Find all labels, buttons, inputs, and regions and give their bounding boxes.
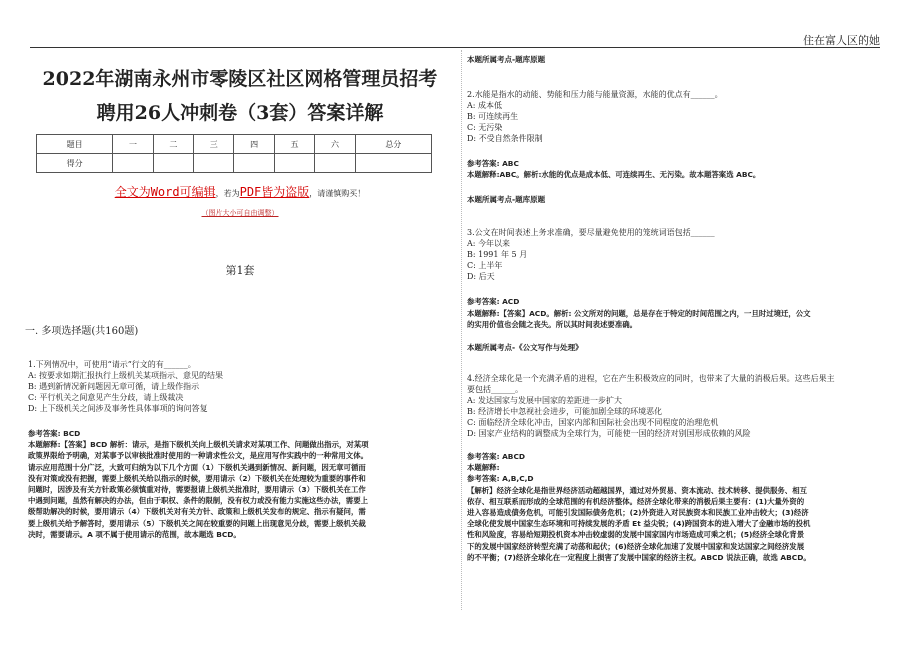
- score-cell: [153, 154, 193, 173]
- explanation-line: 的不平衡；(7)经济全球化在一定程度上损害了发展中国家的经济主权。ABCD 说法正确，故选 ABCD。: [467, 552, 811, 562]
- score-header-cell: 三: [194, 135, 234, 154]
- explanation-line: 级帮助解决的时候，要用请示（4）下级机关对有关方针、政策和上级机关发布的规定、指示有疑问，需: [28, 507, 366, 517]
- explanation-line: 本题解释:【答案】ACD。解析: 公文所对的问题，总是存在于特定的时间范围之内，一旦时过境迁，公文: [467, 308, 811, 318]
- question-stem: 4.经济全球化是一个充满矛盾的进程，它在产生积极效应的同时，也带来了大量的消极后果。这些后果主: [467, 374, 835, 384]
- answer-label: 参考答案: BCD: [28, 429, 81, 438]
- score-header-cell: 总分: [355, 135, 431, 154]
- question-1: [28, 359, 452, 414]
- answer-line: 参考答案: A,B,C,D: [467, 474, 534, 484]
- question-option: A: 成本低: [467, 101, 503, 110]
- explanation-line: 全球化使发展中国家生态环境和可持续发展的矛盾 Et 益尖锐；(4)跨国资本的进入增大了金融市场的投机: [467, 519, 811, 529]
- question-option: C: 上半年: [467, 261, 503, 271]
- knowledge-point: 本题所属考点-题库原题: [467, 195, 546, 205]
- answer-label: 参考答案: ACD: [467, 297, 520, 307]
- question-option: D: 不受自然条件限制: [467, 134, 543, 143]
- score-cell: [234, 154, 274, 173]
- answer-block-2: [467, 158, 897, 180]
- answer-label: 参考答案: ABCD: [467, 452, 526, 462]
- score-table-row: [37, 154, 432, 173]
- right-column: [467, 54, 897, 563]
- explanation-line: 决时，需要请示。A 项不属于使用请示的范围，故本题选 BCD。: [28, 529, 241, 539]
- explanation-label: 本题解释:: [467, 463, 500, 473]
- explanation-line: 性和风险度，容易给短期投机资本冲击较虚弱的发展中国家国内市场造成可乘之机；(5)经济全球化背景: [467, 530, 805, 540]
- question-2: [467, 89, 897, 144]
- question-stem: 要包括______。: [467, 385, 523, 395]
- explanation-line: 没有对策或没有把握，需要上级机关给以指示的时候，要用请示（2）下级机关在处理较为重要的事件和: [28, 473, 366, 483]
- column-divider: [461, 50, 462, 610]
- question-option: B: 经济增长中忽视社会进步，可能加剧全球的环境恶化: [467, 407, 663, 417]
- explanation-line: 问题时，因涉及有关方针政策必须慎重对待，需要报请上级机关批准时，要用请示（3）下级机关在工作: [28, 485, 366, 495]
- score-header-cell: 四: [234, 135, 274, 154]
- title-line-1: 2022年湖南永州市零陵区社区网格管理员招考: [42, 68, 438, 90]
- score-header-cell: 五: [274, 135, 314, 154]
- image-size-note: [28, 208, 452, 218]
- question-option: C: 面临经济全球化冲击，国家内部和国际社会出现不同程度的治理危机: [467, 418, 719, 428]
- question-option: A: 发达国家与发展中国家的差距进一步扩大: [467, 396, 623, 406]
- question-option: D: 上下级机关之间涉及事务性具体事项的询问答复: [28, 404, 208, 413]
- score-table-header: [37, 135, 432, 154]
- question-option: D: 国家产业结构的调整成为全球行为，可能使一国的经济对别国形成依赖的风险: [467, 429, 751, 439]
- question-option: B: 遇到新情况新问题因无章可循，请上级作指示: [28, 382, 200, 391]
- score-cell: [315, 154, 355, 173]
- promo-pdf-warning: PDF皆为盗版: [239, 185, 310, 199]
- answer-label: 参考答案: ABC: [467, 159, 519, 168]
- explanation-line: 请示应用范围十分广泛，大致可归纳为以下几个方面（1）下级机关遇到新情况、新问题，因无章可循而: [28, 462, 366, 472]
- question-option: B: 1991 年 5 月: [467, 250, 528, 260]
- section-title: 一. 多项选择题(共160题): [25, 326, 139, 337]
- header-divider: [30, 47, 880, 48]
- title-line-2: 聘用26人冲刺卷（3套）答案详解: [96, 102, 384, 124]
- explanation-line: 政策界限给予明确，对某事予以审核批准时使用的一种请求性公文，是应用写作实践中的一种常用文体。: [28, 451, 368, 461]
- question-option: C: 无污染: [467, 123, 503, 132]
- promo-banner: [28, 183, 452, 200]
- question-3: [467, 227, 897, 282]
- question-option: A: 今年以来: [467, 239, 511, 249]
- question-option: D: 后天: [467, 272, 495, 282]
- promo-text: ，若为: [215, 189, 240, 198]
- score-table: [36, 134, 432, 173]
- promo-word-editable: 全文为Word可编辑: [114, 185, 216, 199]
- explanation-line: 进入容易造成债务危机，可能引发国际债务危机；(2)外资进入对民族资本和民族工业冲击较大；(3)经济: [467, 508, 809, 518]
- question-option: C: 平行机关之间意见产生分歧，请上级裁决: [28, 393, 184, 402]
- score-row-label: 得分: [37, 154, 113, 173]
- knowledge-point: 本题所属考点-《公文写作与处理》: [467, 343, 583, 353]
- image-size-note-text: （图片大小可自由调整）: [201, 209, 279, 217]
- score-header-cell: 题目: [37, 135, 113, 154]
- explanation-line: 依存、相互联系而形成的全球范围的有机经济整体。经济全球化带来的消极后果主要有：(1)大量外资的: [467, 496, 805, 506]
- answer-block-4: [467, 451, 897, 563]
- question-option: B: 可连续再生: [467, 112, 519, 121]
- explanation-line: 【解析】经济全球化是指世界经济活动超越国界，通过对外贸易、资本流动、技术转移、提供服务、相互: [467, 485, 807, 495]
- score-cell: [355, 154, 431, 173]
- answer-block-3: [467, 296, 897, 330]
- explanation-line: 要上级机关给予解答时，要用请示（5）下级机关之间在较重要的问题上出现意见分歧，需要上级机关裁: [28, 518, 366, 528]
- explanation-line: 下的发展中国家经济转型充满了动荡和起伏；(6)经济全球化加速了发展中国家和发达国家之间经济发展: [467, 541, 805, 551]
- score-header-cell: 六: [315, 135, 355, 154]
- explanation-line: 的实用价值也会随之丧失。所以其时间表述要准确。: [467, 319, 637, 329]
- question-stem: 3.公文在时间表述上务求准确，要尽量避免使用的笼统词语包括______: [467, 228, 715, 238]
- score-header-cell: 一: [113, 135, 153, 154]
- question-stem: 1.下列情况中，可使用“请示”行文的有______。: [28, 360, 196, 369]
- author-label: 住在富人区的她: [803, 34, 880, 47]
- question-4: [467, 373, 897, 439]
- knowledge-point: 本题所属考点-题库原题: [467, 55, 546, 64]
- left-column: [25, 62, 452, 540]
- explanation-line: 本题解释:ABC。解析:水能的优点是成本低、可连续再生、无污染。故本题答案选 ABC。: [467, 170, 761, 180]
- answer-block-1: [28, 428, 452, 540]
- promo-text: ，请谨慎购买！: [309, 189, 366, 198]
- set-title: 第1套: [225, 264, 255, 277]
- explanation-line: 中遇到问题，虽然有解决的办法，但由于职权、条件的限制，没有权力或没有能力实施这些办法，需要上: [28, 496, 368, 506]
- score-cell: [194, 154, 234, 173]
- score-cell: [274, 154, 314, 173]
- question-option: A: 按要求如期汇报执行上级机关某项指示、意见的结果: [28, 371, 224, 380]
- question-stem: 2.水能是指水的动能、势能和压力能与能量资源，水能的优点有______。: [467, 90, 723, 99]
- explanation-line: 本题解释:【答案】BCD 解析：请示，是指下级机关向上级机关请求对某项工作、问题做出指示，对某项: [28, 440, 369, 450]
- score-cell: [113, 154, 153, 173]
- score-header-cell: 二: [153, 135, 193, 154]
- document-title: [28, 62, 452, 130]
